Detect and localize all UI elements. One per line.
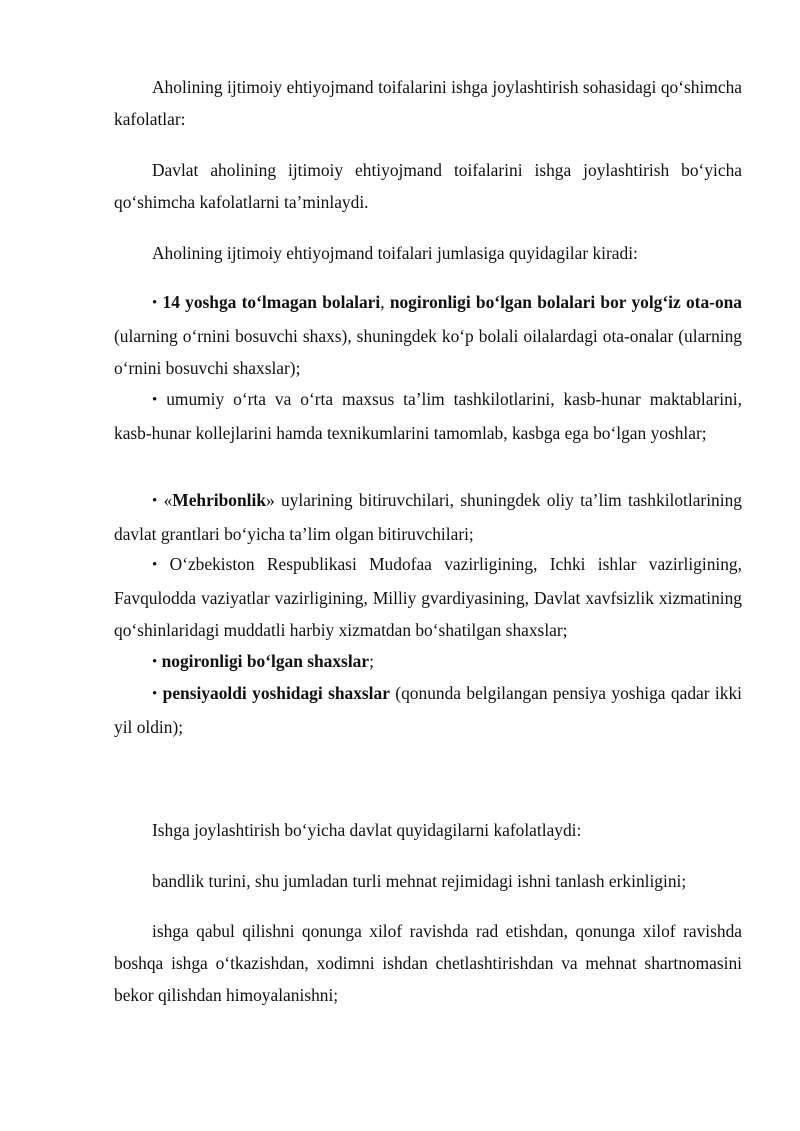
list-item-5: • nogironligi bo‘lgan shaxslar; [152,651,374,671]
bullet-icon: • [152,686,158,702]
item5-bold: nogironligi bo‘lgan shaxslar [161,651,370,671]
list-item-1: • 14 yoshga to‘lmagan bolalari, nogironligi bo‘lgan bolalari bor yolg‘iz ota-ona (ularning o‘rnini bosuvchi shaxs), shuningdek ko‘p bolali oilalardagi ota-onalar (ularning o‘rnini bosuvchi shaxslar); [114,292,742,378]
item1-bold-single-parent: nogironligi bo‘lgan bolalari bor yolg‘iz ota- [389,292,715,312]
item3-bold-mehribonlik: Mehribonlik [172,490,267,510]
guarantees-intro: Ishga joylashtirish bo‘yicha davlat quyidagilarni kafolatlaydi: [152,820,582,840]
guarantee-1: bandlik turini, shu jumladan turli mehnat rejimidagi ishni tanlash erkinligini; [152,871,687,891]
list-item-3: • «Mehribonlik» uylarining bitiruvchilari, shuningdek oliy ta’lim tashkilotlarining davlat grantlari bo‘yicha ta’lim olgan bitiruvchilari; [114,490,742,544]
list-intro: Aholining ijtimoiy ehtiyojmand toifalari jumlasiga quyidagilar kiradi: [152,243,638,263]
item1-bold-children: 14 yoshga to‘lmagan bolalari [162,292,381,312]
intro-line-1: Davlat aholining ijtimoiy ehtiyojmand toifalarini ishga joylashtirish bo‘yicha [152,160,742,180]
list-item-2: • umumiy o‘rta va o‘rta maxsus ta’lim tashkilotlarini, kasb-hunar maktablarini, kasb-hunar kollejlarini hamda texnikumlarini tamomlab, kasbga ega bo‘lgan yoshlar; [114,389,742,443]
bullet-icon: • [152,557,158,573]
list-item-6: • pensiyaoldi yoshidagi shaxslar (qonunda belgilangan pensiya yoshiga qadar ikki yil oldin); [114,683,742,737]
guarantee-2: ishga qabul qilishni qonunga xilof ravishda rad etishdan, qonunga xilof ravishda boshqa ishga o‘tkazishdan, xodimni ishdan chetlashtirishdan va mehnat shartnomasini bekor qilishdan himoyalanishni; [114,921,742,1005]
item1-bold-ona: ona [714,292,742,312]
heading-paragraph [114,71,742,135]
item6-bold: pensiyaoldi yoshidagi shaxslar [162,683,390,703]
heading-line-1: Aholining ijtimoiy ehtiyojmand toifalarini ishga joylashtirish sohasidagi [152,77,657,97]
bullet-icon: • [152,392,158,408]
bullet-icon: • [152,295,158,311]
heading-line-2: qo‘shimcha kafolatlar: [114,77,742,129]
list-item-4: • O‘zbekiston Respublikasi Mudofaa vazirligining, Ichki ishlar vazirligining, Favqulodda vaziyatlar vazirligining, Milliy gvardiyasining, Davlat xavfsizlik xizmatining qo‘shinlaridagi muddatli harbiy xizmatdan bo‘shatilgan shaxslar; [114,554,742,640]
item1-text: (ularning o‘rnini bosuvchi shaxs), shuningdek ko‘p bolali oilalardagi ota-onalar [114,326,674,346]
item1-text-2: (ularning o‘rnini bosuvchi shaxslar); [114,326,742,378]
bullet-icon: • [152,493,158,509]
intro-paragraph [114,154,742,218]
bullet-icon: • [152,654,158,670]
intro-line-2: qo‘shimcha kafolatlarni ta’minlaydi. [114,192,369,212]
